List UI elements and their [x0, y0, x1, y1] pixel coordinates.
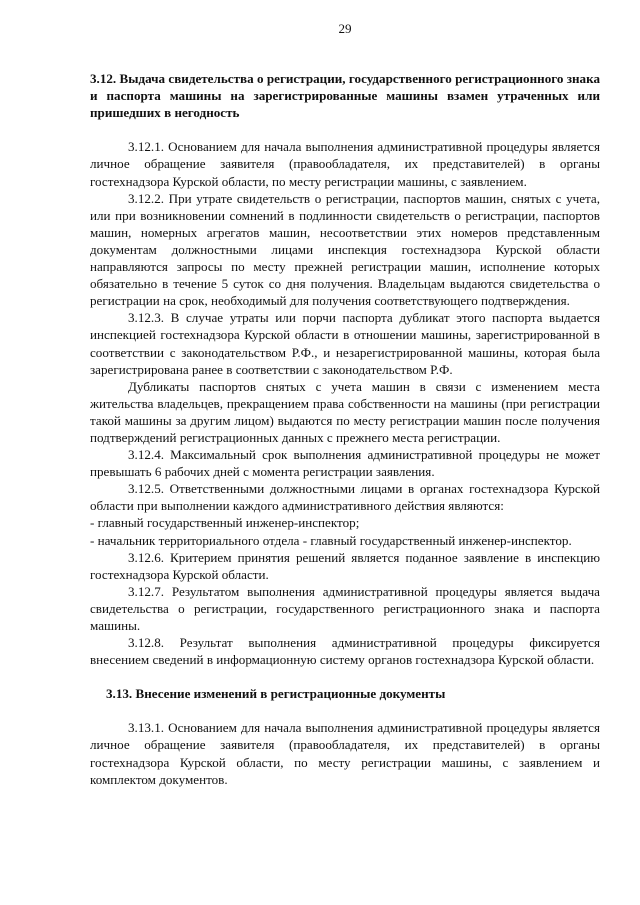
paragraph-3-13-1: 3.13.1. Основанием для начала выполнения административной процедуры является личное обращение заявителя (правообладателя, их представителей) в органы гостехнадзора Курской области, по месту регистрации машины, с заявлением и комплектом документов.: [90, 720, 600, 787]
paragraph-3-12-5: 3.12.5. Ответственными должностными лицами в органах гостехнадзора Курской области при выполнении каждого административного действия являются:: [90, 481, 600, 514]
paragraph-3-12-1: 3.12.1. Основанием для начала выполнения административной процедуры является личное обращение заявителя (правообладателя, их представителей) в органы гостехнадзора Курской области, по месту регистрации машины, с заявлением.: [90, 139, 600, 189]
section-3-13-heading: 3.13. Внесение изменений в регистрационные документы: [106, 686, 446, 702]
bullet-chief-inspector: - главный государственный инженер-инспектор;: [90, 515, 360, 531]
paragraph-3-12-7: 3.12.7. Результатом выполнения административной процедуры является выдача свидетельства о регистрации, государственного регистрационного знака и паспорта машины.: [90, 583, 600, 633]
paragraph-3-12-8: 3.12.8. Результат выполнения административной процедуры фиксируется внесением сведений в информационную систему органов гостехнадзора Курской области.: [90, 635, 600, 668]
paragraph-3-12-3: 3.12.3. В случае утраты или порчи паспорта дубликат этого паспорта выдается инспекцией гостехнадзора Курской области в отношении машины, зарегистрированной в соответствии с законодательством Р.Ф., и незарегистрированной машины, которая была зарегистрирована ранее в соответствии с законодательством Р.Ф.: [90, 310, 600, 377]
section-3-12-heading: 3.12. Выдача свидетельства о регистрации, государственного регистрационного знака и паспорта машины на зарегистрированные машины взамен утраченных или пришедших в негодность: [90, 71, 600, 121]
paragraph-3-12-2: 3.12.2. При утрате свидетельств о регистрации, паспортов машин, снятых с учета, или при возникновении сомнений в подлинности свидетельств о регистрации, паспортов машин, номерных агрегатов машин, несоответствии этих номеров представленным документам должностными лицами инспекция гостехнадзора Курской области направляются запросы по месту прежней регистрации машин, исполнение которых обязательно в течение 5 суток со дня получения. Владельцам выдаются свидетельства о регистрации на срок, необходимый для получения соответствующего подтверждения.: [90, 190, 600, 309]
paragraph-duplicates: Дубликаты паспортов снятых с учета машин в связи с изменением места жительства владельцев, прекращением права собственности на машины (при регистрации такой машины за другим лицом) выдаются по месту регистрации машин после получения подтверждений регистрационных данных с прежнего места регистрации.: [90, 378, 600, 445]
page-number: 29: [338, 21, 352, 36]
paragraph-3-12-6: 3.12.6. Критерием принятия решений является поданное заявление в инспекцию гостехнадзора Курской области.: [90, 549, 600, 582]
bullet-department-head: - начальник территориального отдела - главный государственный инженер-инспектор.: [90, 532, 572, 548]
paragraph-3-12-4: 3.12.4. Максимальный срок выполнения административной процедуры не может превышать 6 рабочих дней с момента регистрации заявления.: [90, 447, 600, 480]
